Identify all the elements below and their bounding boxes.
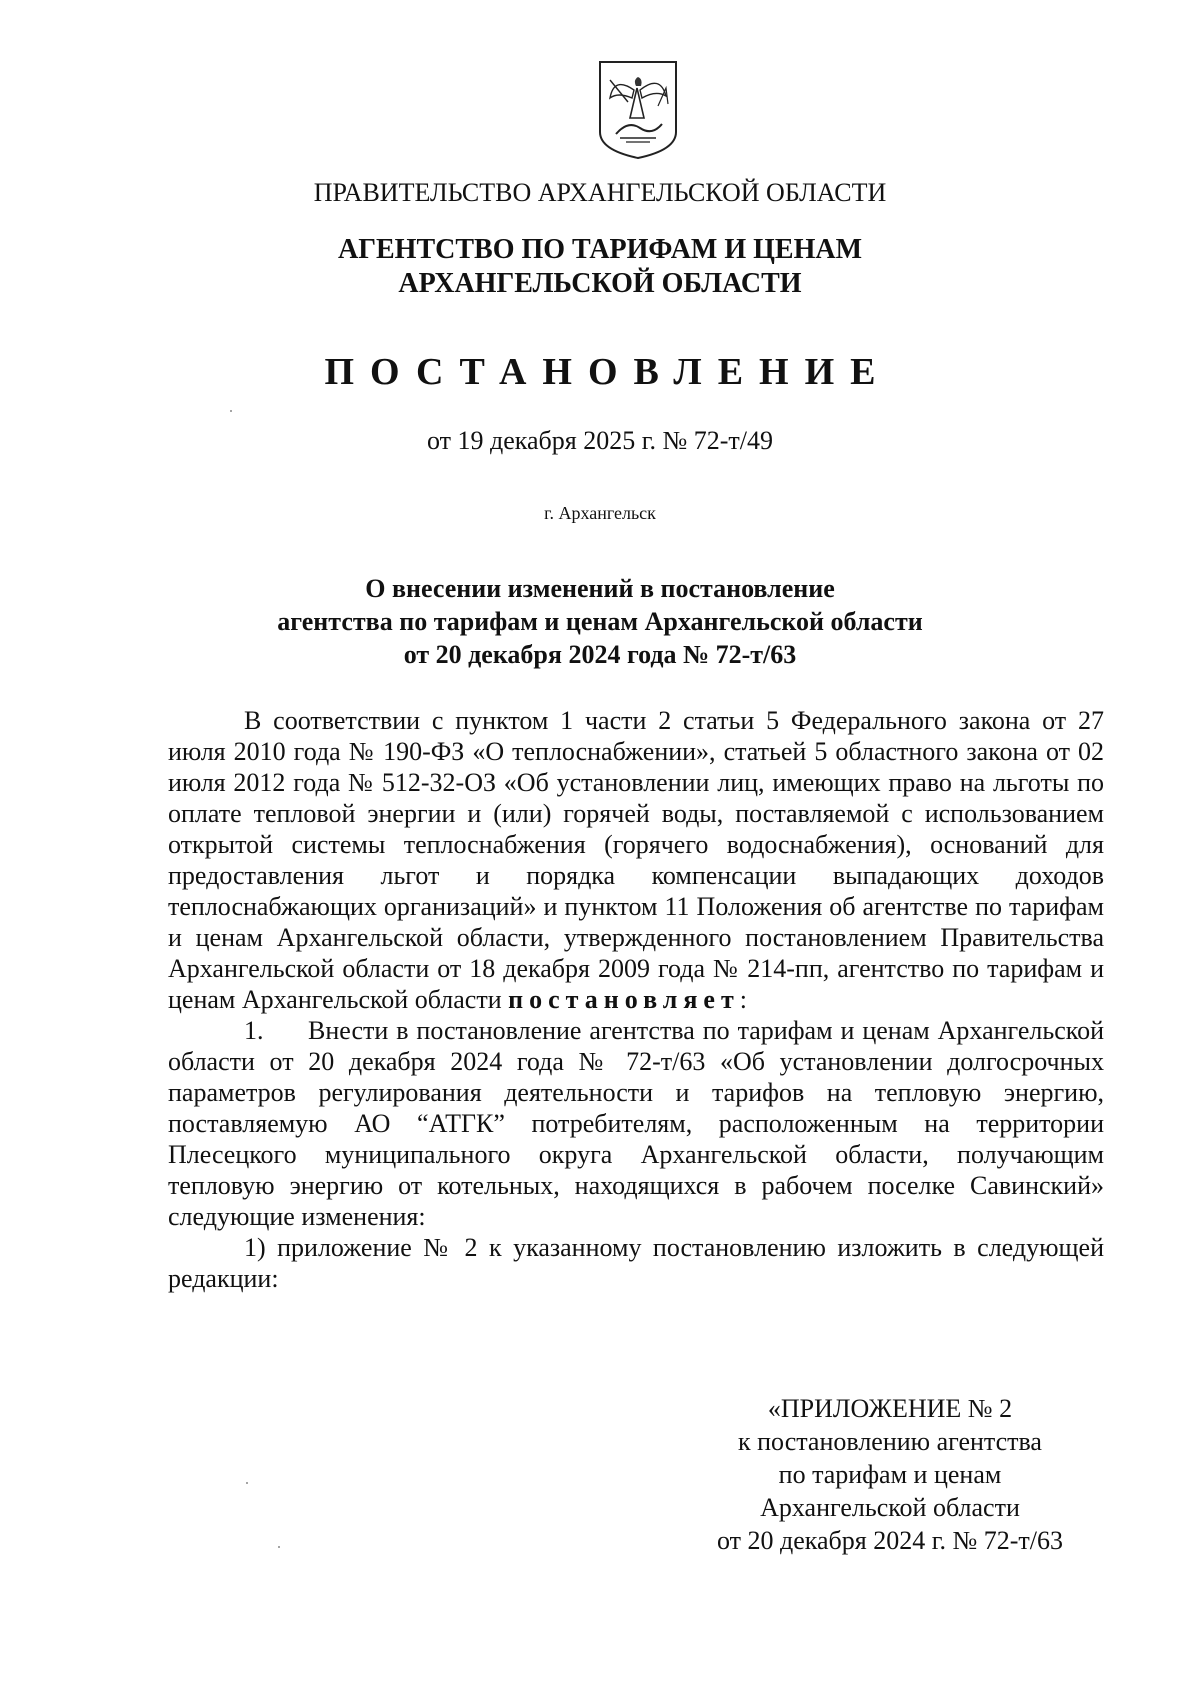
title-line: О внесении изменений в постановление	[365, 574, 835, 603]
preamble-paragraph	[168, 705, 1104, 1015]
appendix-line: к постановлению агентства	[738, 1427, 1042, 1456]
document-city: г. Архангельск	[544, 503, 656, 523]
document-body	[168, 705, 1104, 1294]
scan-speck	[230, 410, 232, 412]
document-date-number: от 19 декабря 2025 г. № 72-т/49	[426, 426, 774, 455]
document-type: ПОСТАНОВЛЕНИЕ	[324, 351, 892, 393]
appendix-line: «ПРИЛОЖЕНИЕ № 2	[767, 1394, 1013, 1423]
appendix-line: от 20 декабря 2024 г. № 72-т/63	[716, 1526, 1064, 1555]
resolves-word: постановляет	[508, 985, 740, 1014]
scan-speck	[278, 1546, 280, 1548]
preamble-text: В соответствии с пунктом 1 части 2 статьи 5 Федерального закона от 27 июля 2010 года № 190-ФЗ «О теплоснабжении», статьей 5 областного закона от 02 июля 2012 года № 512-32-ОЗ «Об установлении лиц, имеющих право на льготы по оплате тепловой энергии и (или) горячей воды, поставляемой с использованием открытой системы теплоснабжения (горячего водоснабжения), оснований для предоставления льгот и порядка компенсации выпадающих доходов теплоснабжающих организаций» и пунктом 11 Положения об агентстве по тарифам и ценам Архангельской области, утвержденного постановлением Правительства Архангельской области от 18 декабря 2009 года № 214-пп, агентство по тарифам и ценам Архангельской области	[168, 706, 1104, 1014]
appendix-line: Архангельской области	[760, 1493, 1020, 1522]
title-line: от 20 декабря 2024 года № 72-т/63	[403, 640, 797, 669]
agency-name-line: АГЕНТСТВО ПО ТАРИФАМ И ЦЕНАМ	[337, 234, 863, 265]
appendix-line: по тарифам и ценам	[778, 1460, 1002, 1489]
coat-of-arms-icon	[596, 58, 680, 160]
item-1-text: Внести в постановление агентства по тарифам и ценам Архангельской области от 20 декабря 2024 года № 72-т/63 «Об установлении долгосрочных параметров регулирования деятельности и тарифов на тепловую энергию, поставляемую АО “АТГК” потребителям, расположенным на территории Плесецкого муниципального округа Архангельской области, получающим тепловую энергию от котельных, находящихся в рабочем поселке Савинский» следующие изменения:	[168, 1016, 1104, 1231]
scan-speck	[246, 1482, 248, 1484]
title-line: агентства по тарифам и ценам Архангельской области	[277, 607, 923, 636]
agency-name-line: АРХАНГЕЛЬСКОЙ ОБЛАСТИ	[398, 268, 802, 299]
appendix-header	[690, 1392, 1090, 1557]
document-title	[0, 572, 1200, 671]
government-name: ПРАВИТЕЛЬСТВО АРХАНГЕЛЬСКОЙ ОБЛАСТИ	[313, 178, 887, 207]
item-1-paragraph	[168, 1015, 1104, 1232]
agency-name	[0, 233, 1200, 301]
subitem-1-paragraph: 1) приложение № 2 к указанному постановлению изложить в следующей редакции:	[168, 1233, 1104, 1293]
item-1-number: 1.	[244, 1016, 264, 1045]
resolves-colon: :	[739, 985, 747, 1014]
